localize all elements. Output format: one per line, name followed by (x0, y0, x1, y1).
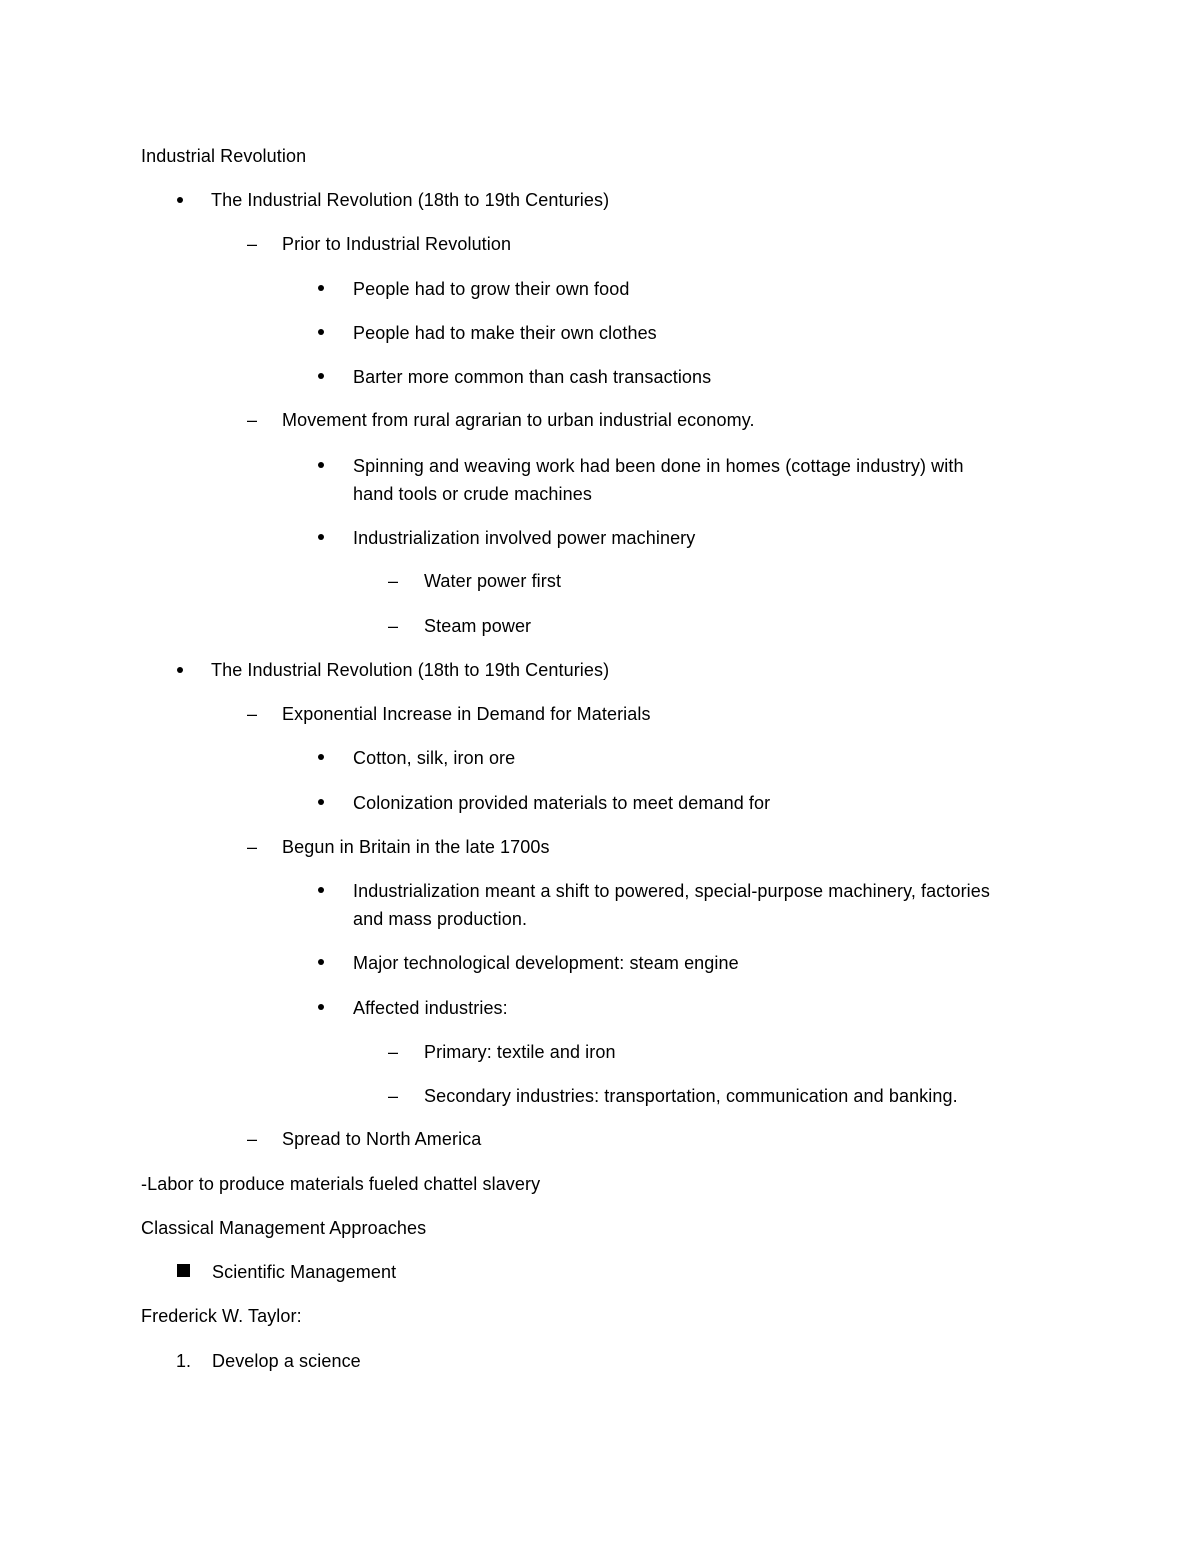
list-item: Spinning and weaving work had been done in homes (cottage industry) with (353, 456, 964, 476)
bullet-icon (318, 373, 324, 379)
dash-icon: – (247, 704, 258, 724)
bullet-icon (318, 462, 324, 468)
numbered-item: Develop a science (212, 1351, 361, 1371)
heading-industrial-revolution: Industrial Revolution (141, 146, 307, 166)
dash-icon: – (247, 1129, 258, 1149)
list-item: Colonization provided materials to meet demand for (353, 793, 771, 813)
bullet-icon (318, 534, 324, 540)
list-item: People had to make their own clothes (353, 323, 657, 343)
movement-title: Movement from rural agrarian to urban industrial economy. (282, 410, 755, 430)
list-item-continuation: and mass production. (353, 909, 528, 929)
bullet-icon (177, 667, 183, 673)
classical-heading: Classical Management Approaches (141, 1218, 427, 1238)
list-item: Major technological development: steam engine (353, 953, 739, 973)
scientific-management-item: Scientific Management (212, 1262, 397, 1282)
labor-note: -Labor to produce materials fueled chattel slavery (141, 1174, 541, 1194)
list-item: Affected industries: (353, 998, 508, 1018)
square-bullet-icon (177, 1264, 190, 1277)
bullet-icon (177, 197, 183, 203)
bullet-icon (318, 754, 324, 760)
list-item: Water power first (424, 571, 562, 591)
prior-title: Prior to Industrial Revolution (282, 234, 512, 254)
section2-title: The Industrial Revolution (18th to 19th Centuries) (211, 660, 610, 680)
dash-icon: – (247, 410, 258, 430)
list-item: Industrialization involved power machinery (353, 528, 696, 548)
numbered-marker: 1. (176, 1351, 192, 1371)
bullet-icon (318, 959, 324, 965)
dash-icon: – (388, 571, 399, 591)
list-item: Cotton, silk, iron ore (353, 748, 516, 768)
list-item: Primary: textile and iron (424, 1042, 616, 1062)
dash-icon: – (247, 837, 258, 857)
bullet-icon (318, 1004, 324, 1010)
bullet-icon (318, 285, 324, 291)
list-item: People had to grow their own food (353, 279, 630, 299)
bullet-icon (318, 329, 324, 335)
list-item: Steam power (424, 616, 532, 636)
list-item: Barter more common than cash transactions (353, 367, 712, 387)
dash-icon: – (388, 1042, 399, 1062)
dash-icon: – (388, 1086, 399, 1106)
section1-title: The Industrial Revolution (18th to 19th Centuries) (211, 190, 610, 210)
bullet-icon (318, 887, 324, 893)
list-item-continuation: hand tools or crude machines (353, 484, 592, 504)
list-item: Secondary industries: transportation, communication and banking. (424, 1086, 958, 1106)
list-item: Industrialization meant a shift to powered, special-purpose machinery, factories (353, 881, 990, 901)
bullet-icon (318, 799, 324, 805)
dash-icon: – (388, 616, 399, 636)
spread-title: Spread to North America (282, 1129, 482, 1149)
taylor-heading: Frederick W. Taylor: (141, 1306, 302, 1326)
dash-icon: – (247, 234, 258, 254)
demand-title: Exponential Increase in Demand for Materials (282, 704, 651, 724)
britain-title: Begun in Britain in the late 1700s (282, 837, 550, 857)
